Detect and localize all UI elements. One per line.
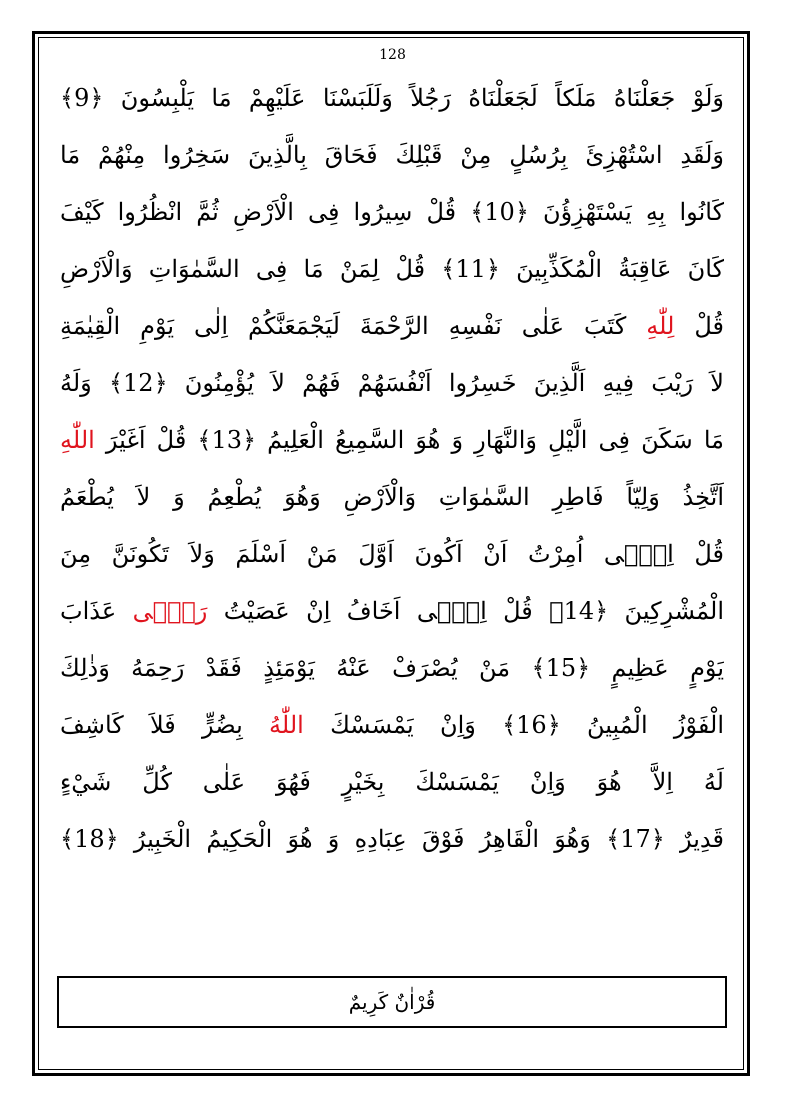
verse-line [60,298,724,355]
verse-line [60,355,724,412]
verse-text: كَانُوا بِهِ يَسْتَهْزِؤُنَ ﴿10﴾ قُلْ سِيرُوا فِى الْاَرْضِ ثُمَّ انْظُرُوا كَيْفَ [60,198,724,226]
verse-line [60,526,724,583]
verse-text: كَتَبَ عَلٰى نَفْسِهِ الرَّحْمَةَ لَيَجْمَعَنَّكُمْ اِلٰى يَوْمِ الْقِيٰمَةِ [60,312,647,340]
verse-text: لَهُ اِلاَّ هُوَ وَاِنْ يَمْسَسْكَ بِخَيْرٍ فَهُوَ عَلٰى كُلِّ شَيْءٍ [60,768,724,796]
footer-title: قُرْاٰنٌ كَرِيمٌ [348,990,436,1014]
verse-line [60,469,724,526]
verse-line [60,754,724,811]
verse-text: الْمُشْرِكِينَ ﴿14﴾ قُلْ اِنّٖى اَخَافُ اِنْ عَصَيْتُ [207,597,724,625]
verse-text: يَوْمٍ عَظِيمٍ ﴿15﴾ مَنْ يُصْرَفْ عَنْهُ يَوْمَئِذٍ فَقَدْ رَحِمَهُ وَذٰلِكَ [60,654,724,682]
verse-line [60,184,724,241]
verse-text: مَا سَكَنَ فِى الَّيْلِ وَالنَّهَارِ وَ هُوَ السَّمِيعُ الْعَلِيمُ ﴿13﴾ قُلْ اَغَيْرَ [94,426,724,454]
verse-line [60,70,724,127]
divine-name-text: اللّٰهُ [269,711,304,739]
footer-box [57,976,727,1028]
verse-line [60,583,724,640]
verse-line [60,127,724,184]
verse-text: قَدِيرٌ ﴿17﴾ وَهُوَ الْقَاهِرُ فَوْقَ عِبَادِهِ وَ هُوَ الْحَكِيمُ الْخَبِيرُ ﴿18﴾ [60,825,724,853]
verse-text: اَتَّخِذُ وَلِيّاً فَاطِرِ السَّمٰوَاتِ وَالْاَرْضِ وَهُوَ يُطْعِمُ وَ لاَ يُطْعَمُ [60,483,724,511]
verse-text: لاَ رَيْبَ فِيهِ اَلَّذِينَ خَسِرُوا اَنْفُسَهُمْ فَهُمْ لاَ يُؤْمِنُونَ ﴿12﴾ وَلَهُ [60,369,724,397]
verse-text: قُلْ اِنّٖى اُمِرْتُ اَنْ اَكُونَ اَوَّلَ مَنْ اَسْلَمَ وَلاَ تَكُونَنَّ مِنَ [60,540,724,568]
verse-text: بِضُرٍّ فَلاَ كَاشِفَ [60,711,270,739]
divine-name-text: رَبّٖى [132,597,208,625]
verse-text: كَانَ عَاقِبَةُ الْمُكَذِّبِينَ ﴿11﴾ قُلْ لِمَنْ مَا فِى السَّمٰوَاتِ وَالْاَرْضِ [60,255,724,283]
verse-line [60,412,724,469]
verse-line [60,697,724,754]
divine-name-text: اللّٰهِ [60,426,95,454]
quran-text-block [60,70,724,868]
verse-line [60,811,724,868]
verse-line [60,241,724,298]
page-number: 128 [379,47,406,63]
verse-text: قُلْ [674,312,724,340]
verse-text: عَذَابَ [60,597,133,625]
verse-text: الْفَوْزُ الْمُبِينُ ﴿16﴾ وَاِنْ يَمْسَسْكَ [303,711,724,739]
divine-name-text: لِلّٰهِ [646,312,675,340]
verse-text: وَلَقَدِ اسْتُهْزِئَ بِرُسُلٍ مِنْ قَبْلِكَ فَحَاقَ بِالَّذِينَ سَخِرُوا مِنْهُمْ مَا [60,141,724,169]
verse-text: وَلَوْ جَعَلْنَاهُ مَلَكاً لَجَعَلْنَاهُ رَجُلاً وَلَلَبَسْنَا عَلَيْهِمْ مَا يَلْبِسُونَ ﴿9﴾ [60,84,724,112]
verse-line [60,640,724,697]
